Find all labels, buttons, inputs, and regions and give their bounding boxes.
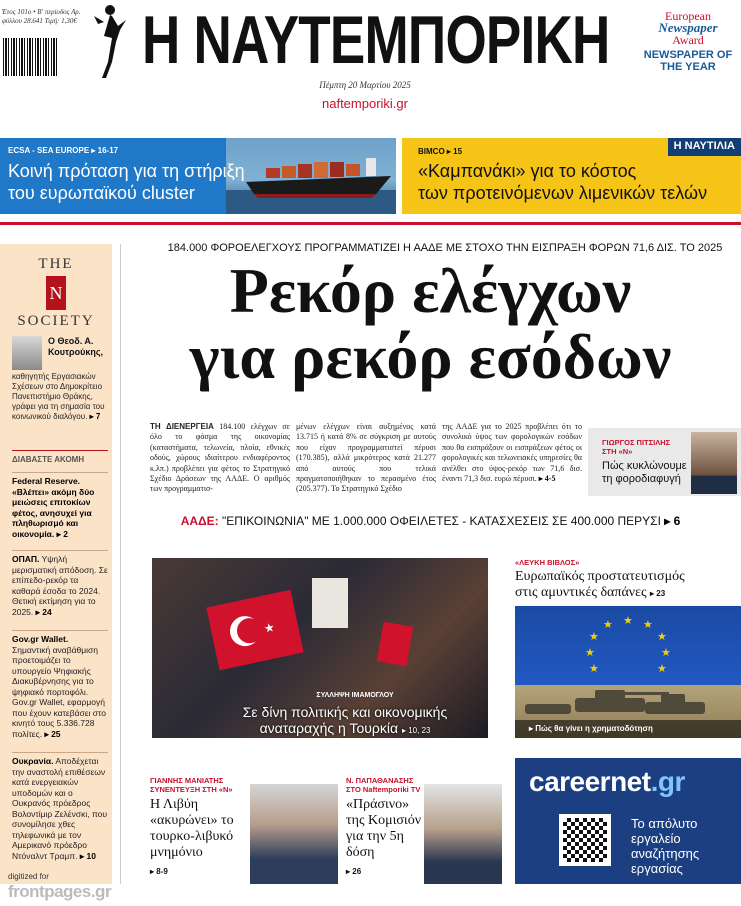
- banner-right-line2: των προτεινόμενων λιμενικών τελών: [418, 183, 708, 203]
- pitsilis-label1: ΓΙΩΡΓΟΣ ΠΙΤΣΙΛΗΣ: [602, 438, 671, 447]
- careernet-text: [631, 816, 699, 876]
- turkey-caption: [152, 704, 488, 738]
- society-logo: [0, 256, 112, 330]
- aade-page: ▸ 6: [664, 514, 681, 528]
- award-line4: NEWSPAPER OF THE YEAR: [643, 49, 733, 73]
- pitsilis-label2: ΣΤΗ «Ν»: [602, 447, 633, 456]
- issue-date: Πέμπτη 20 Μαρτίου 2025: [319, 80, 411, 90]
- banner-right-line1: «Καμπανάκι» για το κόστος: [418, 161, 637, 181]
- container-ship-icon: [226, 138, 396, 214]
- pitsilis-headline: [602, 460, 687, 486]
- sidebar-item-opap[interactable]: [12, 550, 108, 617]
- sidebar-item-page: ▸ 25: [44, 728, 61, 739]
- libya-page: ▸ 8-9: [150, 867, 168, 876]
- eu-photo-caption: ▸ Πώς θα γίνει η χρηματοδότηση: [515, 720, 741, 738]
- papathanasis-page: ▸ 26: [346, 867, 362, 876]
- sidebar-item-lead: Ουκρανία.: [12, 756, 54, 766]
- banner-ecsa[interactable]: [0, 138, 396, 214]
- frontpages-watermark[interactable]: frontpages.gr: [8, 882, 112, 901]
- papathanasis-headline: «Πράσινο» της Κομισιόν για την 5η δόση: [346, 797, 422, 860]
- author-text: [12, 372, 110, 422]
- qr-code-icon[interactable]: [559, 814, 611, 866]
- svg-text:★: ★: [661, 646, 671, 659]
- society-line2: SOCIETY: [17, 313, 95, 329]
- europe-kicker: «ΛΕΥΚΗ ΒΙΒΛΟΣ»: [515, 558, 580, 567]
- sidebar-item-fed[interactable]: [12, 472, 108, 539]
- author-name: Ο Θεοδ. Α. Κουτρούκης,: [48, 336, 104, 357]
- divider-red: [0, 222, 741, 225]
- eu-flag-photo[interactable]: [515, 606, 741, 738]
- careernet-ad[interactable]: [515, 758, 741, 884]
- sidebar-item-govgr[interactable]: [12, 630, 108, 739]
- maniatis-photo: [250, 784, 338, 884]
- libya-headline: Η Λιβύη «ακυρώνει» το τουρκο-λιβυκό μνημόνιο: [150, 797, 234, 860]
- sidebar: [0, 244, 112, 884]
- banner-bimco[interactable]: [402, 138, 741, 214]
- europe-page: ▸ 23: [650, 589, 666, 598]
- turkey-caption-line2-text: αναταραχής η Τουρκία: [259, 720, 399, 736]
- sidebar-item-page: ▸ 10: [79, 850, 96, 861]
- sidebar-item-lead: ΟΠΑΠ.: [12, 554, 40, 564]
- main-headline-line2: για ρεκόρ εσόδων: [189, 321, 672, 392]
- careernet-line2: εργαλείο: [631, 831, 681, 846]
- sidebar-item-ukraine[interactable]: [12, 752, 108, 861]
- banner-left-text: [8, 160, 245, 204]
- careernet-line3: αναζήτησης: [631, 846, 700, 861]
- digitized-label: digitized for: [8, 872, 49, 881]
- author-page: ▸ 7: [89, 412, 101, 421]
- sidebar-item-page: ▸ 2: [56, 528, 69, 539]
- col3-page: ▸ 4-5: [538, 474, 556, 484]
- libya-story[interactable]: [150, 776, 266, 876]
- svg-text:★: ★: [585, 646, 595, 659]
- svg-text:★: ★: [589, 630, 599, 643]
- banner-left-line2: του ευρωπαϊκού cluster: [8, 183, 195, 203]
- sidebar-item-text: Σημαντική αναβάθμιση προετοιμάζει το υπουργείο Ψηφιακής Διακυβέρνησης για το ψηφιακό πορτοφόλι. Gov.gr Wallet, εφαρμογή που έχουν κατεβάσει στο κινητό τους 5.336.728 πολίτες.: [12, 644, 106, 739]
- sidebar-item-text: Αποδέχεται την αναστολή επιθέσεων κατά ενεργειακών υποδομών και ο Ουκρανός πρόεδρος Βολοντίμιρ Ζελένσκι, που συνομίλησε χθες τηλεφωνικά με τον Αμερικανό πρόεδρο Ντόναλντ Τραμπ.: [12, 756, 108, 861]
- star-icon: ★: [262, 620, 276, 636]
- aade-text: "ΕΠΙΚΟΙΝΩΝΙΑ" ΜΕ 1.000.000 ΟΦΕΙΛΕΤΕΣ - ΚΑΤΑΣΧΕΣΕΙΣ ΣΕ 400.000 ΠΕΡΥΣΙ: [222, 514, 661, 528]
- sidebar-item-lead: Federal Reserve. «Βλέπει» ακόμη δύο μειώσεις επιτοκίων φέτος, ανησυχεί για πληθωρισμό και οικονομία.: [12, 476, 95, 539]
- col3-text: της ΑΑΔΕ για το 2025 προβλέπει ότι το συνολικό ύψος των φορολογικών εσόδων που θα εισπράξουν οι εισπράξεων φέτος οι φορολογικές και τελωνειακές υπηρεσίες θα ανέλθει στο ύψος-ρεκόρ των 71,6 δισ. έναντι 71,3 δισ. ευρώ πέρυσι.: [442, 422, 582, 484]
- pitsilis-label: [602, 438, 670, 456]
- europe-headline-line2-text: στις αμυντικές δαπάνες: [515, 585, 647, 600]
- papathanasis-kicker2: ΣΤΟ Naftemporiki TV: [346, 785, 421, 794]
- svg-text:★: ★: [589, 662, 599, 675]
- svg-text:★: ★: [643, 618, 653, 631]
- website-link[interactable]: naftemporiki.gr: [322, 96, 408, 111]
- turkey-caption-small: ΣΥΛΛΗΨΗ ΙΜΑΜΟΓΛΟΥ: [316, 692, 394, 699]
- author-photo: [12, 336, 42, 370]
- col2-text: μένων ελέγχων είναι αυξημένος κατά 13.715 ή κατά 8% σε σύγκριση με αυτούς που είχαν προγραμματιστεί πέρυσι (170.385), αλλά μικρότερος κατά 21.277 από αυτούς που τελικά πραγματοποιήθηκαν το περασμένο έτος (205.377). Το Στρατηγικό Σχέδιο: [296, 422, 436, 494]
- turkey-photo[interactable]: [152, 558, 488, 738]
- main-headline-line1: Ρεκόρ ελέγχων: [229, 255, 632, 326]
- sidebar-item-page: ▸ 24: [35, 606, 52, 617]
- read-also-heading: ΔΙΑΒΑΣΤΕ ΑΚΟΜΗ: [12, 450, 108, 464]
- papathanasis-photo: [424, 784, 502, 884]
- ship-photo: [226, 138, 396, 214]
- svg-text:★: ★: [623, 614, 633, 627]
- turkey-caption-line1: Σε δίνη πολιτικής και οικονομικής: [242, 704, 448, 720]
- eu-stars-icon: [515, 606, 741, 738]
- europe-story[interactable]: [515, 558, 741, 602]
- col1-lead: ΤΗ ΔΙΕΝΕΡΓΕΙΑ: [150, 422, 214, 431]
- careernet-line4: εργασίας: [631, 861, 683, 876]
- aade-strap[interactable]: [120, 514, 741, 528]
- svg-text:★: ★: [603, 618, 613, 631]
- libya-kicker: [150, 776, 266, 794]
- banner-right-text: [418, 160, 707, 204]
- footer: [0, 884, 741, 906]
- turkey-page: ▸ 10, 23: [401, 726, 431, 735]
- col1-text: 184.100 ελέγχων σε όλο το φάσμα της οικονομίας (καταστήματα, τελωνεία, πλοία, εθνικές οδούς, χώρους ιδιαίτερου ενδιαφέροντος κ.λπ.) προβλέπει για φέτος το Στρατηγικό Σχέδιο Δράσεων της ΑΑΔΕ. Ο αριθμός των προγραμματισ-: [150, 422, 290, 494]
- hermes-logo-icon: [90, 2, 130, 80]
- aade-label: ΑΑΔΕ:: [180, 514, 219, 528]
- award-line3: Award: [672, 33, 704, 47]
- careernet-line1: Το απόλυτο: [631, 816, 698, 831]
- libya-kicker2: ΣΥΝΕΝΤΕΥΞΗ ΣΤΗ «Ν»: [150, 785, 233, 794]
- award-badge: [638, 10, 738, 73]
- careernet-logo: [529, 766, 685, 798]
- europe-headline-line2: [515, 585, 741, 602]
- award-line1: European: [665, 9, 711, 23]
- main-column-3: [442, 422, 582, 484]
- main-headline[interactable]: [120, 255, 741, 392]
- award-line2: Newspaper: [658, 20, 718, 35]
- libya-kicker1: ΓΙΑΝΝΗΣ ΜΑΝΙΑΤΗΣ: [150, 776, 224, 785]
- barcode: [3, 38, 59, 76]
- europe-headline-line1: Ευρωπαϊκός προστατευτισμός: [515, 569, 685, 584]
- society-line1: THE: [38, 256, 74, 272]
- pitsilis-photo: [691, 432, 737, 494]
- turkish-flag-icon: [206, 590, 303, 670]
- protest-placard: [312, 578, 348, 628]
- main-column-1: [150, 422, 290, 495]
- newspaper-title: Η ΝΑΥΤΕΜΠΟΡΙΚΗ: [142, 2, 610, 78]
- pitsilis-box[interactable]: [588, 428, 741, 496]
- main-kicker: 184.000 ΦΟΡΟΕΛΕΓΧΟΥΣ ΠΡΟΓΡΑΜΜΑΤΙΖΕΙ Η ΑΑΔΕ ΜΕ ΣΤΟΧΟ ΤΗΝ ΕΙΣΠΡΑΞΗ ΦΟΡΩΝ 71,6 ΔΙΣ. ΤΟ 2025: [167, 242, 723, 254]
- banner-left-line1: Κοινή πρόταση για τη στήριξη: [8, 161, 245, 181]
- society-badge: N: [46, 276, 66, 310]
- red-flag-icon: [377, 622, 413, 667]
- issue-info: Έτος 101ο • Β' περίοδος Αρ. φύλλου 28.641 Τιμή: 1,30€: [2, 8, 81, 25]
- europe-headline: [515, 569, 741, 602]
- careernet-logo-tld: .gr: [650, 766, 685, 797]
- careernet-logo-main: careernet: [529, 766, 651, 797]
- turkey-caption-line2: [202, 720, 488, 738]
- sidebar-item-lead: Gov.gr Wallet.: [12, 634, 69, 644]
- pitsilis-line2: τη φοροδιαφυγή: [602, 473, 681, 485]
- section-nautilia: Η ΝΑΥΤΙΛΙΑ: [668, 138, 741, 156]
- banner-left-tag: ECSA - SEA EUROPE ▸ 16-17: [8, 146, 119, 155]
- svg-text:★: ★: [657, 662, 667, 675]
- sidebar-item-text: Υψηλή μερισματική απόδοση. Σε επίπεδο-ρεκόρ τα καθαρά έσοδα το 2024. Θετική εκτίμηση για το 2025.: [12, 554, 108, 617]
- papathanasis-kicker1: Ν. ΠΑΠΑΘΑΝΑΣΗΣ: [346, 776, 414, 785]
- author-text-body: καθηγητής Εργασιακών Σχέσεων στο Δημοκρίτειο Πανεπιστήμιο Θράκης, γράφει για τη σημασία του κοινωνικού διαλόγου.: [12, 372, 105, 421]
- banner-right-tag: BIMCO ▸ 15: [418, 147, 463, 156]
- svg-text:★: ★: [657, 630, 667, 643]
- pitsilis-line1: Πώς κυκλώνουμε: [602, 460, 687, 472]
- main-column-2: [296, 422, 436, 495]
